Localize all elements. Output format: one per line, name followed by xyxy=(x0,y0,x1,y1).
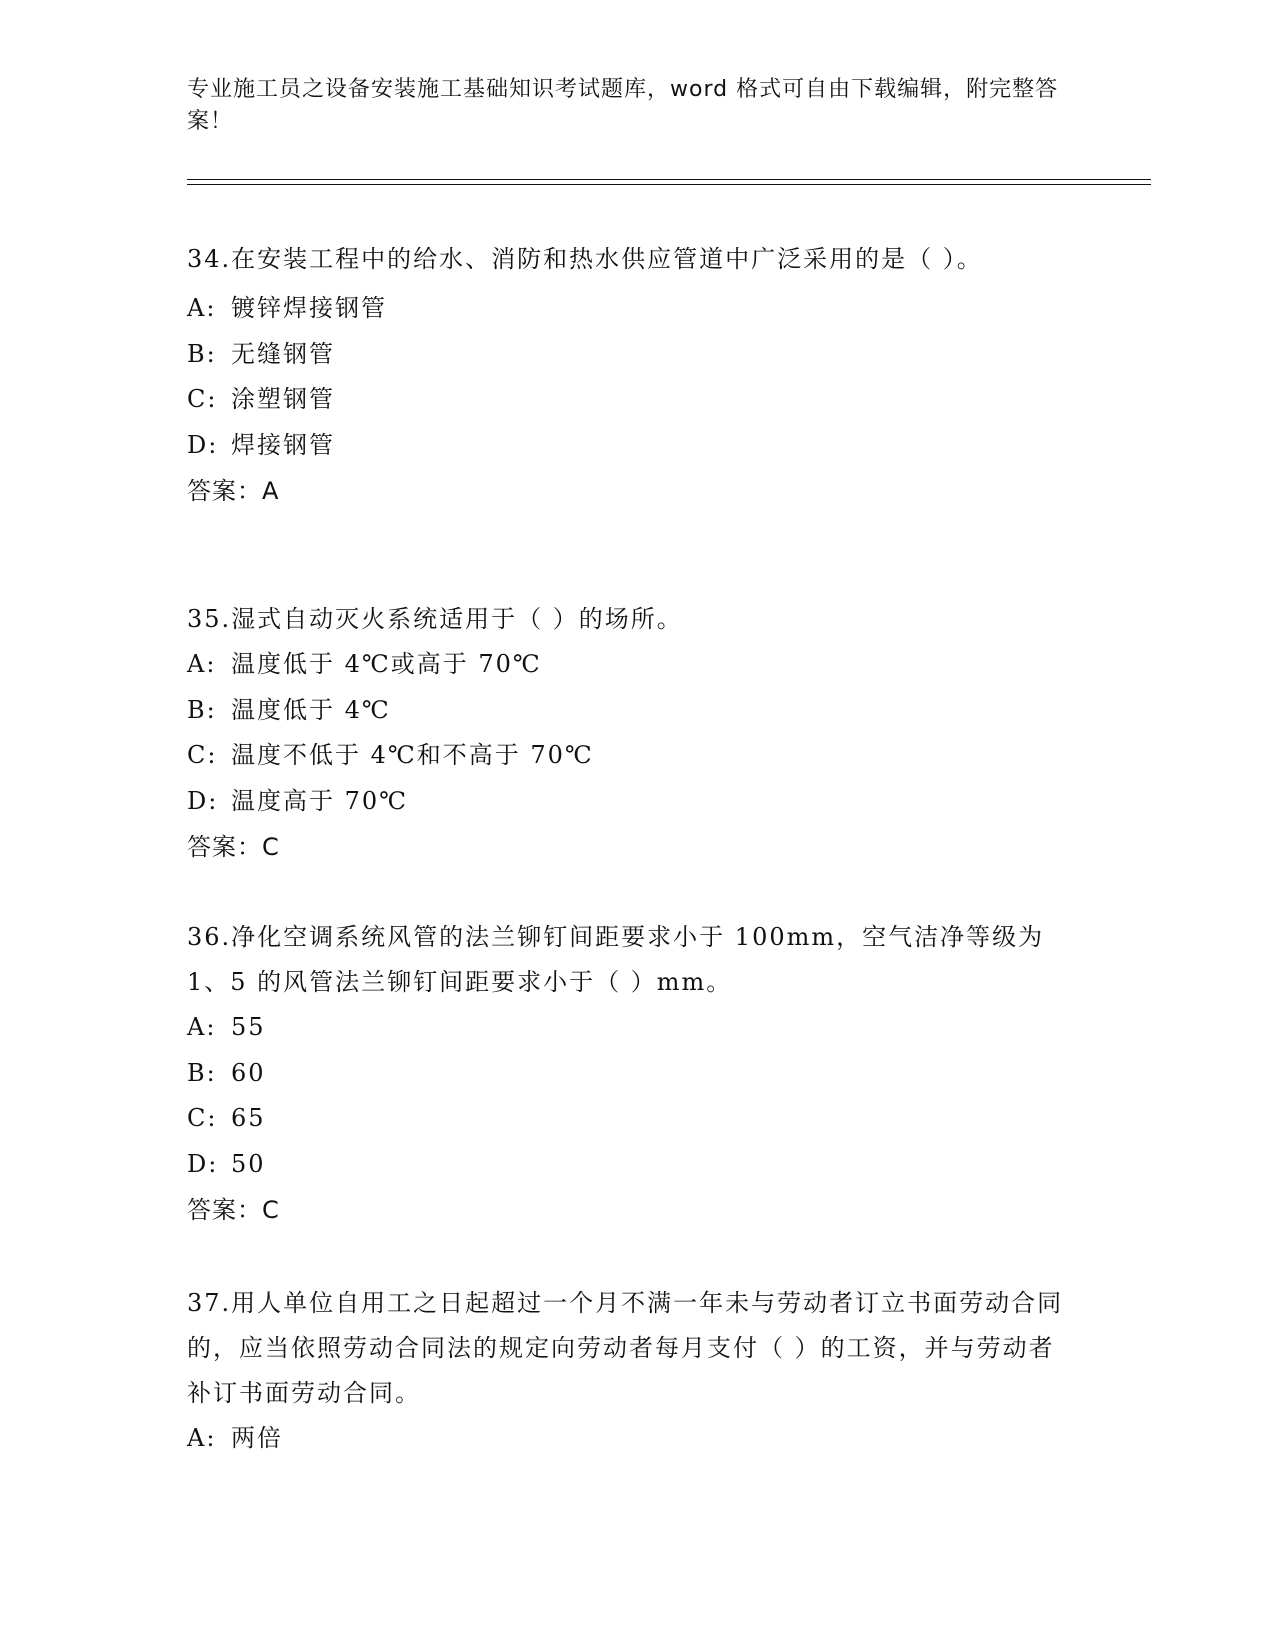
option-d: D: 50 xyxy=(187,1149,266,1178)
option-d: D: 温度高于 70℃ xyxy=(187,786,409,815)
option-d: D: 焊接钢管 xyxy=(187,430,335,459)
answer: 答案：C xyxy=(187,833,280,861)
option-c: C: 温度不低于 4℃和不高于 70℃ xyxy=(187,741,594,769)
question-stem: 35.湿式自动灭火系统适用于（ ）的场所。 xyxy=(187,605,683,633)
question-stem: 36.净化空调系统风管的法兰铆钉间距要求小于 100mm，空气洁净等级为 1、5 的风管法兰铆钉间距要求小于（ ）mm。 xyxy=(187,923,1045,996)
header-divider-double xyxy=(187,184,1151,185)
question-37 xyxy=(187,1281,1087,1462)
option-b: B: 温度低于 4℃ xyxy=(187,695,391,724)
option-c: C: 65 xyxy=(187,1104,266,1132)
question-34 xyxy=(187,232,1087,514)
header-divider xyxy=(187,179,1151,180)
question-stem: 37.用人单位自用工之日起超过一个月不满一年未与劳动者订立书面劳动合同的，应当依照劳动合同法的规定向劳动者每月支付（ ）的工资，并与劳动者补订书面劳动合同。 xyxy=(187,1289,1064,1407)
answer: 答案：A xyxy=(187,477,280,505)
document-header: 专业施工员之设备安装施工基础知识考试题库，word 格式可自由下载编辑，附完整答案！ xyxy=(187,77,1059,134)
answer: 答案：C xyxy=(187,1196,280,1224)
option-a: A: 镀锌焊接钢管 xyxy=(187,294,387,322)
option-a: A: 温度低于 4℃或高于 70℃ xyxy=(187,650,542,678)
question-36 xyxy=(187,915,1087,1233)
option-b: B: 无缝钢管 xyxy=(187,339,335,368)
option-a: A: 55 xyxy=(187,1013,266,1041)
question-stem: 34.在安装工程中的给水、消防和热水供应管道中广泛采用的是（ ）。 xyxy=(187,245,983,273)
option-c: C: 涂塑钢管 xyxy=(187,385,335,413)
option-a: A: 两倍 xyxy=(187,1424,283,1452)
option-b: B: 60 xyxy=(187,1058,266,1087)
question-35 xyxy=(187,597,1087,870)
